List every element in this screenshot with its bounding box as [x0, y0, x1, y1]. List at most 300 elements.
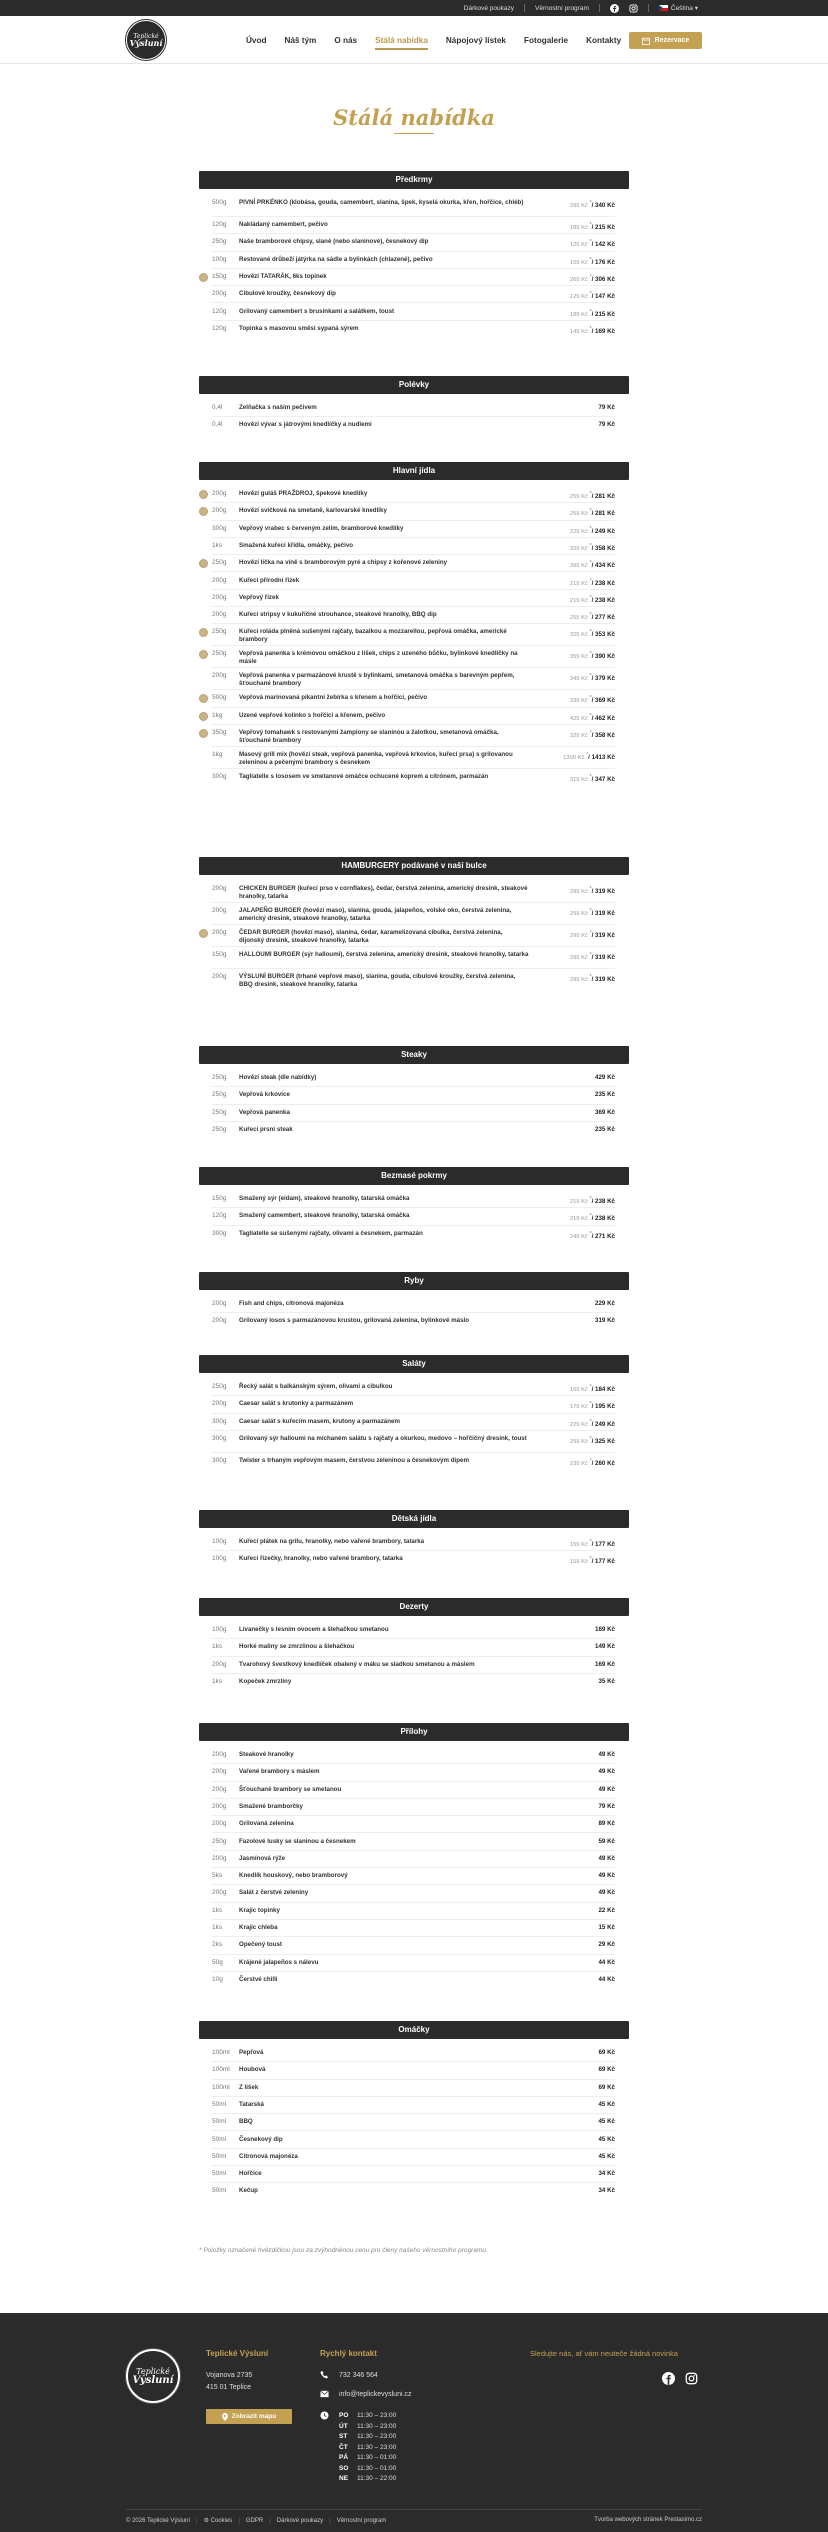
item-name: CHICKEN BURGER (kuřecí prso v cornflakes), čedar, čerstvá zelenina, americký dresink, steakové hranolky, tatarka	[239, 885, 528, 900]
item-price	[598, 404, 615, 412]
item-divider	[212, 2113, 615, 2114]
item-old-price: 349 Kč	[569, 676, 588, 683]
item-old-price: 359 Kč	[569, 654, 588, 661]
loyalty-program-link[interactable]: Věrnostní program	[535, 4, 589, 12]
menu-section	[199, 1510, 629, 1566]
section-heading: Bezmasé pokrmy	[199, 1167, 629, 1185]
item-weight: 200g	[212, 593, 227, 601]
item-old-price: 325 Kč	[569, 632, 588, 639]
item-weight: 100g	[212, 1538, 227, 1545]
item-price-value: 429 Kč	[595, 1074, 615, 1081]
item-price-value: 169 Kč	[595, 1626, 615, 1633]
item-name: Hovězí steak (dle nabídky)	[239, 1074, 317, 1081]
hours-time: 11:30 – 22:00	[357, 2475, 397, 2482]
item-divider	[212, 1781, 615, 1782]
item-divider	[212, 1763, 615, 1764]
item-name: Vepřová panenka s krémovou omáčkou z lišek, chips z uzeného bůčku, bylinkové knedlíčky na másle	[239, 650, 518, 666]
item-name: Hovězí TATARÁK, 6ks topinek	[239, 272, 327, 280]
section-heading: Ryby	[199, 1272, 629, 1290]
loyalty-badge-icon	[199, 712, 208, 721]
item-weight: 350g	[212, 729, 227, 736]
item-divider	[212, 285, 615, 286]
item-name: Naše bramborové chipsy, slané (nebo slaninové), česnekový dip	[239, 238, 429, 246]
item-divider	[212, 1936, 615, 1937]
item-name: Nakládaný camembert, pečivo	[239, 221, 328, 228]
item-divider	[212, 1225, 615, 1226]
item-old-price: 219 Kč	[569, 1199, 588, 1206]
clock-icon	[320, 2411, 329, 2420]
item-name: Šťouchané brambory se smetanou	[239, 1785, 342, 1793]
czech-flag-icon	[659, 5, 668, 11]
item-price: 329 Kč */ 358 Kč	[569, 730, 615, 740]
item-price	[598, 1855, 615, 1863]
item-price-value: 215 Kč	[595, 310, 615, 318]
footer-logo[interactable]	[126, 2349, 180, 2403]
item-weight: 120g	[212, 307, 227, 315]
hours-time: 11:30 – 23:00	[357, 2412, 397, 2419]
item-price-value: 260 Kč	[595, 1459, 615, 1467]
title-underline	[394, 133, 434, 134]
item-weight: 1ks	[212, 541, 223, 549]
hours-day: SO	[339, 2464, 349, 2472]
gdpr-link[interactable]: GDPR	[245, 2517, 264, 2524]
item-weight: 50ml	[212, 2170, 227, 2178]
item-name: Zelňačka s naším pečivem	[239, 404, 317, 411]
item-price: 169 Kč */ 184 Kč	[569, 1384, 615, 1394]
item-name: Grilovaný losos s parmazánovou krustou, grilovaná zelenina, bylinkové máslo	[239, 1317, 470, 1325]
hours-row	[339, 2453, 396, 2464]
item-price-value: 177 Kč	[595, 1558, 615, 1566]
item-price: 299 Kč */ 319 Kč	[569, 952, 615, 962]
item-name: Caesar salát s krutonky a parmazánem	[239, 1400, 354, 1408]
item-price	[598, 1976, 615, 1984]
item-divider	[212, 537, 615, 538]
item-weight: 200g	[212, 1300, 227, 1307]
loyalty-badge-icon	[199, 273, 208, 282]
item-price: 299 Kč */ 319 Kč	[569, 886, 615, 896]
item-price-value: 379 Kč	[595, 675, 615, 683]
item-name: Kuřecí plátek na grilu, hranolky, nebo vařené brambory, tatarka	[239, 1538, 425, 1545]
item-price-value: 79 Kč	[598, 421, 615, 429]
item-weight: 200g	[212, 973, 227, 980]
item-weight: 100ml	[212, 2083, 230, 2091]
facebook-icon[interactable]	[610, 4, 619, 13]
item-divider	[212, 645, 615, 646]
item-price: 249 Kč */ 271 Kč	[569, 1230, 615, 1240]
item-name: Twister s trhaným vepřovým masem, čerstvou zeleninou a česnekovým dipem	[239, 1456, 469, 1464]
item-divider	[212, 1430, 615, 1431]
item-price-value: 369 Kč	[595, 1108, 615, 1116]
item-price: 159 Kč */ 176 Kč	[569, 256, 615, 266]
item-name: Grilovaný sýr halloumi na míchaném salátu s rajčaty a okurkou, medovo – hořčičný dresink, toust	[239, 1434, 527, 1442]
item-price-value: 169 Kč	[595, 327, 615, 335]
item-divider	[212, 1086, 615, 1087]
item-old-price: 249 Kč	[569, 1233, 588, 1240]
language-switcher[interactable]: Čeština ▾	[659, 4, 698, 12]
item-divider	[212, 1207, 615, 1208]
item-weight: 100g	[212, 1555, 227, 1563]
item-weight: 250g	[212, 1837, 227, 1845]
item-divider	[212, 251, 615, 252]
item-weight: 200g	[212, 1317, 227, 1325]
item-divider	[212, 1121, 615, 1122]
item-old-price: 329 Kč	[569, 545, 588, 552]
item-old-price: 299 Kč	[569, 203, 588, 210]
instagram-icon[interactable]	[629, 4, 638, 13]
item-price-value: 281 Kč	[595, 493, 615, 501]
item-weight: 0,4l	[212, 421, 223, 429]
item-weight: 1kg	[212, 711, 223, 719]
item-price-value: 195 Kč	[595, 1403, 615, 1411]
item-price-value: 44 Kč	[598, 1975, 615, 1983]
item-old-price: 219 Kč	[569, 580, 588, 587]
item-divider	[212, 1954, 615, 1955]
item-price-value: 235 Kč	[595, 1091, 615, 1099]
item-name: Čerstvé chilli	[239, 1975, 278, 1983]
loyalty-badge-icon	[199, 650, 208, 659]
item-old-price: 425 Kč	[569, 715, 588, 722]
item-weight: 0,4l	[212, 404, 223, 411]
item-old-price: 319 Kč	[569, 777, 588, 784]
item-price: 299 Kč */ 319 Kč	[569, 930, 615, 940]
item-name: Lívanečky s lesním ovocem a šlehačkou smetanou	[239, 1626, 389, 1633]
loyalty-badge-icon	[199, 628, 208, 637]
footer-gift-link[interactable]: Dárkové poukazy	[276, 2517, 324, 2524]
item-name: Grilovaná zelenina	[239, 1820, 294, 1828]
menu-section	[199, 2021, 629, 2195]
nav-item-3[interactable]: Stálá nabídka	[366, 36, 437, 45]
item-name: Smažená kuřecí křídla, omáčky, pečivo	[239, 541, 354, 549]
item-price	[598, 1751, 615, 1759]
item-name: Kuřecí roláda plněná sušenými rajčaty, bazalkou a mozzarellou, pepřová omáčka, americké brambory	[239, 628, 507, 644]
item-price: 299 Kč */ 319 Kč	[569, 974, 615, 984]
item-divider	[212, 968, 615, 969]
item-name: Vepřový řízek	[239, 593, 279, 601]
item-name: Vepřová marinovaná pikantní žebírka s křenem a hořčicí, pečivo	[239, 694, 428, 702]
gift-vouchers-link[interactable]: Dárkové poukazy	[463, 4, 515, 12]
email-address[interactable]: info@teplickevysluni.cz	[339, 2391, 412, 2398]
item-price-value: 79 Kč	[598, 404, 615, 411]
item-name: Fish and chips, citronová majonéza	[239, 1300, 344, 1307]
loyalty-badge-icon	[199, 490, 208, 499]
instagram-icon[interactable]	[685, 2372, 698, 2385]
item-old-price: 299 Kč	[569, 933, 588, 940]
item-weight: 200g	[212, 1768, 227, 1776]
item-price	[598, 1924, 615, 1932]
item-price-value: 35 Kč	[598, 1677, 615, 1685]
item-weight: 50ml	[212, 2135, 227, 2143]
item-old-price: 219 Kč	[569, 1216, 588, 1223]
hours-time: 11:30 – 01:00	[357, 2464, 397, 2472]
item-divider	[212, 1798, 615, 1799]
item-weight: 500g	[212, 694, 227, 702]
item-price	[595, 1109, 615, 1117]
section-heading: Dezerty	[199, 1598, 629, 1616]
cookies-label: Cookies	[210, 2518, 233, 2524]
item-price: 239 Kč */ 260 Kč	[569, 1457, 615, 1467]
item-weight: 250g	[212, 1383, 227, 1390]
nav-item-5[interactable]: Fotogalerie	[523, 35, 569, 45]
item-name: Smažené bramborčky	[239, 1802, 303, 1810]
item-old-price: 159 Kč	[569, 259, 588, 266]
item-old-price: 259 Kč	[569, 494, 588, 501]
reservation-label: Rezervace	[654, 37, 690, 44]
item-price: 159 Kč */ 177 Kč	[569, 1539, 615, 1549]
item-divider	[212, 1638, 615, 1639]
item-name: Kuřecí stripsy v kukuřičné strouhance, steakové hranolky, BBQ dip	[239, 611, 437, 619]
item-divider	[212, 1884, 615, 1885]
section-heading: Saláty	[199, 1355, 629, 1373]
item-price: 299 Kč */ 325 Kč	[569, 1435, 615, 1445]
hours-row	[339, 2474, 396, 2485]
language-label: Čeština	[670, 5, 693, 12]
item-divider	[212, 1550, 615, 1551]
item-price: 325 Kč */ 353 Kč	[569, 629, 615, 639]
item-weight: 300g	[212, 1434, 227, 1442]
loyalty-note: * Položky označené hvězdičkou jsou za zvýhodněnou cenu pro členy našeho věrnostního programu.	[199, 2247, 488, 2254]
item-name: Houbová	[239, 2066, 266, 2074]
item-price: 259 Kč */ 281 Kč	[569, 491, 615, 501]
item-price-value: 169 Kč	[595, 1660, 615, 1668]
item-name: Tatarská	[239, 2100, 264, 2108]
item-divider	[212, 2165, 615, 2166]
nav-item-2[interactable]: O nás	[334, 35, 358, 45]
item-price	[598, 2084, 615, 2092]
menu-section	[199, 376, 629, 429]
reservation-button[interactable]	[629, 32, 702, 49]
footer-bottom: © 2026 Teplické Výsluní | ⚙ Cookies | GDPR | Dárkové poukazy | Věrnostní program Tvorba webových stránek Prestasimo.cz	[126, 2509, 702, 2524]
item-divider	[212, 1452, 615, 1453]
item-weight: 100g	[212, 1626, 227, 1633]
item-divider	[212, 1815, 615, 1816]
item-price: 229 Kč */ 249 Kč	[569, 1418, 615, 1428]
hours-row	[339, 2422, 396, 2433]
item-divider	[212, 571, 615, 572]
item-price	[598, 421, 615, 429]
item-price-value: 59 Kč	[598, 1837, 615, 1845]
item-name: VÝSLUNÍ BURGER (trhané vepřové maso), slanina, gouda, cibulové kroužky, čerstvá zelenina, BBQ dresink, steakové hranolky, tatarka	[239, 973, 516, 988]
item-weight: 10g	[212, 1975, 223, 1983]
item-price-value: 69 Kč	[598, 2083, 615, 2091]
item-divider	[212, 1850, 615, 1851]
item-price: 329 Kč */ 358 Kč	[569, 542, 615, 552]
item-weight: 200g	[212, 907, 227, 914]
item-weight: 1ks	[212, 1906, 223, 1914]
item-price: 259 Kč */ 281 Kč	[569, 508, 615, 518]
footer-social	[662, 2372, 698, 2385]
item-price-value: 147 Kč	[595, 293, 615, 301]
item-name: Krájené jalapeños s nálevu	[239, 1958, 319, 1966]
facebook-icon[interactable]	[662, 2372, 675, 2385]
item-price-value: 319 Kč	[595, 932, 615, 940]
item-divider	[212, 1919, 615, 1920]
item-weight: 200g	[212, 611, 227, 619]
item-price: 189 Kč */ 215 Kč	[569, 308, 615, 318]
item-weight: 50g	[212, 1958, 223, 1966]
item-name: Vařené brambory s máslem	[239, 1768, 320, 1776]
item-price	[598, 2101, 615, 2109]
item-price-value: 319 Kč	[595, 1317, 615, 1325]
item-name: Fazolové lusky se slaninou a česnekem	[239, 1837, 356, 1845]
item-price-value: 434 Kč	[595, 562, 615, 570]
hours-row	[339, 2432, 396, 2443]
item-name: Kuřecí prsní steak	[239, 1125, 293, 1133]
menu-section	[199, 857, 629, 988]
item-name: Restované drůbeží játýrka na sádle a bylinkách (chlazené), pečivo	[239, 255, 433, 263]
section-heading: Steaky	[199, 1046, 629, 1064]
item-price: 149 Kč */ 169 Kč	[569, 325, 615, 335]
item-name: Opečený toust	[239, 1941, 282, 1949]
item-price-value: 325 Kč	[595, 1437, 615, 1445]
item-price: 219 Kč */ 238 Kč	[569, 1213, 615, 1223]
item-price	[598, 1872, 615, 1880]
item-price: 425 Kč */ 462 Kč	[569, 712, 615, 722]
top-bar	[0, 0, 828, 16]
item-price-value: 49 Kč	[598, 1889, 615, 1897]
hours-row	[339, 2411, 396, 2422]
section-heading: Předkrmy	[199, 171, 629, 189]
item-old-price: 299 Kč	[569, 911, 588, 918]
item-weight: 250g	[212, 238, 227, 246]
item-weight: 100g	[212, 255, 227, 263]
item-price: 299 Kč */ 340 Kč	[569, 200, 615, 210]
calendar-icon	[642, 37, 650, 45]
item-weight: 150g	[212, 951, 227, 958]
item-price	[598, 1768, 615, 1776]
item-divider	[212, 1867, 615, 1868]
nav-item-0[interactable]: Úvod	[246, 35, 267, 45]
item-old-price: 125 Kč	[569, 242, 588, 249]
nav-item-6[interactable]: Kontakty	[586, 35, 622, 45]
item-weight: 200g	[212, 507, 227, 515]
footer-loyalty-link[interactable]: Věrnostní program	[336, 2517, 387, 2524]
item-divider	[212, 707, 615, 708]
item-weight: 200g	[212, 1400, 227, 1408]
item-divider	[212, 924, 615, 925]
item-price-value: 142 Kč	[595, 241, 615, 249]
item-price	[598, 1907, 615, 1915]
item-price-value: 184 Kč	[595, 1386, 615, 1394]
menu-section	[199, 171, 629, 335]
item-price-value: 319 Kč	[595, 976, 615, 984]
item-price: 189 Kč */ 215 Kč	[569, 222, 615, 232]
item-weight: 200g	[212, 885, 227, 892]
item-weight: 300g	[212, 524, 227, 532]
item-name: Topinka s masovou směsí sypaná sýrem	[239, 324, 359, 332]
nav-item-4[interactable]: Nápojový lístek	[445, 35, 506, 45]
item-weight: 5ks	[212, 1872, 223, 1880]
item-divider	[212, 1413, 615, 1414]
cookies-link[interactable]: ⚙ Cookies	[203, 2518, 233, 2524]
item-divider	[212, 2096, 615, 2097]
phone-icon	[320, 2370, 329, 2379]
item-divider	[212, 554, 615, 555]
item-price-value: 369 Kč	[595, 697, 615, 705]
item-name: Kuřecí přírodní řízek	[239, 576, 300, 584]
loyalty-badge-icon	[199, 929, 208, 938]
item-weight: 250g	[212, 1125, 227, 1133]
item-price	[598, 1786, 615, 1794]
item-weight: 50ml	[212, 2100, 227, 2108]
item-weight: 300g	[212, 1417, 227, 1425]
item-price-value: 353 Kč	[595, 631, 615, 639]
item-price	[598, 2049, 615, 2057]
phone-number[interactable]: 732 346 564	[339, 2372, 378, 2379]
item-weight: 100ml	[212, 2066, 230, 2074]
item-name: JALAPEÑO BURGER (hovězí maso), slanina, gouda, jalapeños, volské oko, čerstvá zelenina, americký dresink, steakové hranolky, tatarka	[239, 907, 512, 922]
item-price	[598, 1678, 615, 1686]
item-price: 159 Kč */ 177 Kč	[569, 1556, 615, 1566]
item-name: Smažený sýr (eidam), steakové hranolky, tatarská omáčka	[239, 1195, 410, 1202]
item-price	[595, 1126, 615, 1134]
item-weight: 50ml	[212, 2187, 227, 2195]
item-price	[595, 1626, 615, 1634]
item-divider	[212, 2061, 615, 2062]
show-map-button[interactable]	[206, 2409, 292, 2424]
item-weight: 50ml	[212, 2118, 227, 2126]
item-price-value: 229 Kč	[595, 1300, 615, 1307]
item-weight: 200g	[212, 1802, 227, 1810]
item-weight: 250g	[212, 1108, 227, 1116]
item-price: 299 Kč */ 319 Kč	[569, 908, 615, 918]
item-divider	[212, 623, 615, 624]
item-weight: 250g	[212, 1091, 227, 1099]
credit-link[interactable]: Tvorba webových stránek Prestasimo.cz	[594, 2517, 702, 2523]
item-price: 349 Kč */ 379 Kč	[569, 673, 615, 683]
item-price-value: 215 Kč	[595, 224, 615, 232]
item-weight: 200g	[212, 576, 227, 584]
item-price-value: 235 Kč	[595, 1125, 615, 1133]
item-name: Hovězí líčka na víně s bramborovým pyré a chipsy z kořenové zeleniny	[239, 559, 448, 567]
item-price-value: 462 Kč	[595, 714, 615, 722]
item-old-price: 329 Kč	[569, 733, 588, 740]
item-name: Tagliatelle se sušenými rajčaty, olivami a česnekem, parmazán	[239, 1229, 423, 1237]
item-old-price: 159 Kč	[569, 1542, 588, 1549]
nav-item-1[interactable]: Náš tým	[284, 35, 317, 45]
item-price: 269 Kč */ 306 Kč	[569, 273, 615, 283]
item-name: Hovězí guláš PRAŽDROJ, špekové knedlíky	[239, 490, 368, 497]
item-price	[598, 2187, 615, 2195]
item-price-value: 45 Kč	[598, 2135, 615, 2143]
item-divider	[212, 689, 615, 690]
item-weight: 200g	[212, 929, 227, 936]
item-price-value: 1413 Kč	[591, 754, 615, 762]
item-price-value: 49 Kč	[598, 1785, 615, 1793]
item-name: PIVNÍ PRKÉNKO (klobása, gouda, camembert, slanina, špek, kyselá okurka, křen, hořčice, chléb)	[239, 199, 524, 206]
section-heading: Přílohy	[199, 1723, 629, 1741]
main-nav	[237, 16, 630, 64]
item-weight: 250g	[212, 628, 227, 636]
item-name: Citronová majonéza	[239, 2152, 298, 2160]
hours-time: 11:30 – 01:00	[357, 2454, 397, 2461]
item-price	[598, 1959, 615, 1967]
item-name: Pepřová	[239, 2049, 264, 2056]
hours-row	[339, 2464, 396, 2475]
section-heading: Omáčky	[199, 2021, 629, 2039]
item-price-value: 45 Kč	[598, 2118, 615, 2126]
item-price-value: 22 Kč	[598, 1906, 615, 1914]
logo[interactable]	[126, 20, 166, 60]
item-old-price: 149 Kč	[569, 328, 588, 335]
item-weight: 2ks	[212, 1941, 223, 1949]
email-icon	[320, 2390, 329, 2398]
item-name: Hovězí svíčková na smetaně, karlovarské knedlíky	[239, 507, 387, 515]
item-weight: 500g	[212, 199, 227, 206]
item-price-value: 390 Kč	[595, 653, 615, 661]
item-weight: 200g	[212, 1660, 227, 1668]
item-weight: 1ks	[212, 1677, 223, 1685]
item-price-value: 306 Kč	[595, 275, 615, 283]
